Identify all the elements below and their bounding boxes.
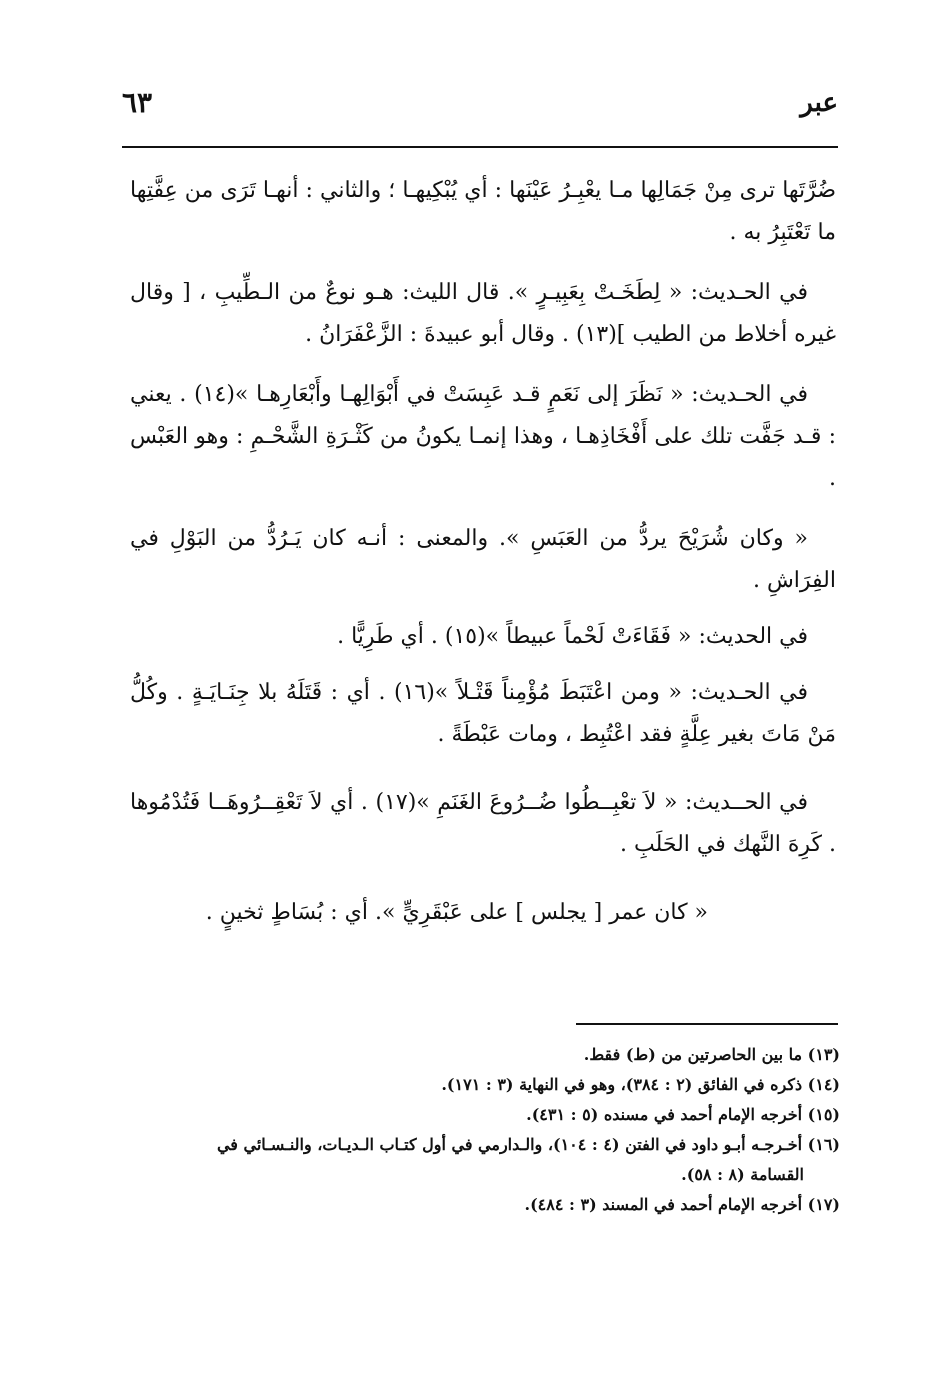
paragraph-gap: [130, 254, 836, 272]
footnote-17: (١٧) أخرجه الإمام أحمد في المسند (٣ : ٤٨٤).: [524, 1195, 840, 1214]
paragraph-1: ضُرَّتَها ترى مِنْ جَمَالِها مـا يعْبِـرُ عَيْنَها : أي يُبْكِيهـا ؛ والثاني : أنهـا تَرَى من عِفَّتِها ما تَعْتَبِرُ به .: [130, 178, 836, 245]
footnote-rule: [576, 1023, 838, 1025]
footnotes: [140, 1040, 840, 1220]
paragraph-gap: [130, 658, 836, 672]
paragraph-8: « كان عمر [ يجلس ] على عَبْقَرِيٍّ ». أي : بُسَاطٍ ثخينٍ .: [205, 900, 708, 925]
paragraph-gap: [130, 602, 836, 616]
running-head: عبر: [800, 88, 838, 118]
paragraph-gap: [130, 866, 836, 892]
paragraph-6: في الحـديث: « ومن اعْتَبَطَ مُؤْمِناً قَتْـلاً »(١٦) . أي : قَتَلَهُ بلا جِنَـايَـةٍ . وكُلُّ مَنْ مَاتَ بغير عِلَّةٍ فقد اعْتُبِط ، ومات عَبْطَةً .: [130, 680, 836, 747]
footnote-15: (١٥) أخرجه الإمام أحمد في مسنده (٥ : ٤٣١).: [526, 1105, 840, 1124]
paragraph-gap: [130, 500, 836, 518]
paragraph-4: « وكان شُرَيْحَ يردُّ من العَبَسِ ». والمعنى : أنـه كان يَـرُدُّ من البَوْلِ في الفِرَاشِ .: [130, 526, 836, 593]
page-header: [122, 84, 838, 144]
footnote-13: (١٣) ما بين الحاصرتين من (ط) فقط.: [583, 1045, 840, 1064]
footnote-14: (١٤) ذكره في الفائق (٢ : ٣٨٤)، وهو في النهاية (٣ : ١٧١).: [441, 1075, 840, 1094]
header-rule: [122, 146, 838, 148]
paragraph-7: في الحــديث: « لاَ تعْبِــطُوا ضُــرُوعَ الغَنَمِ »(١٧) . أي لاَ تَعْقِــرُوهَــا فَتُدْمُوها . كَرِهَ النَّهك في الحَلَبِ .: [130, 790, 836, 857]
paragraph-2: في الحـديث: « لِطَخَـتْ بِعَبِيـرٍ ». قال الليث: هـو نوعٌ من الـطِّيبِ ، [ وقال غيره أخلاط من الطيب ](١٣) . وقال أبو عبيدةَ : الزَّعْفَرَانُ .: [130, 280, 836, 347]
footnote-16-continuation: القسامة (٨ : ٥٨).: [681, 1165, 804, 1184]
page-number: ٦٣: [122, 86, 153, 119]
footnote-16: (١٦) أخـرجـه أبـو داود في الفتن (٤ : ١٠٤)، والـدارمي في أول كتـاب الـديـات، والنـسـائي في: [216, 1135, 840, 1154]
paragraph-gap: [130, 756, 836, 782]
main-text: [130, 170, 836, 934]
paragraph-5: في الحديث: « فَقَاءَتْ لَحْماً عبيطاً »(١٥) . أي طَرِيًّا .: [337, 624, 808, 649]
paragraph-gap: [130, 356, 836, 374]
paragraph-3: في الحـديث: « نَظَرَ إلى نَعَمٍ قـد عَبِسَتْ في أَبْوَالِهـا وأَبْعَارِهـا »(١٤) . يعني : قـد جَفَّت تلك على أَفْخَاذِهـا ، وهذا إنمـا يكونُ من كَثْـرَةِ الشَّحْـمِ : وهو العَبْس .: [130, 382, 836, 491]
